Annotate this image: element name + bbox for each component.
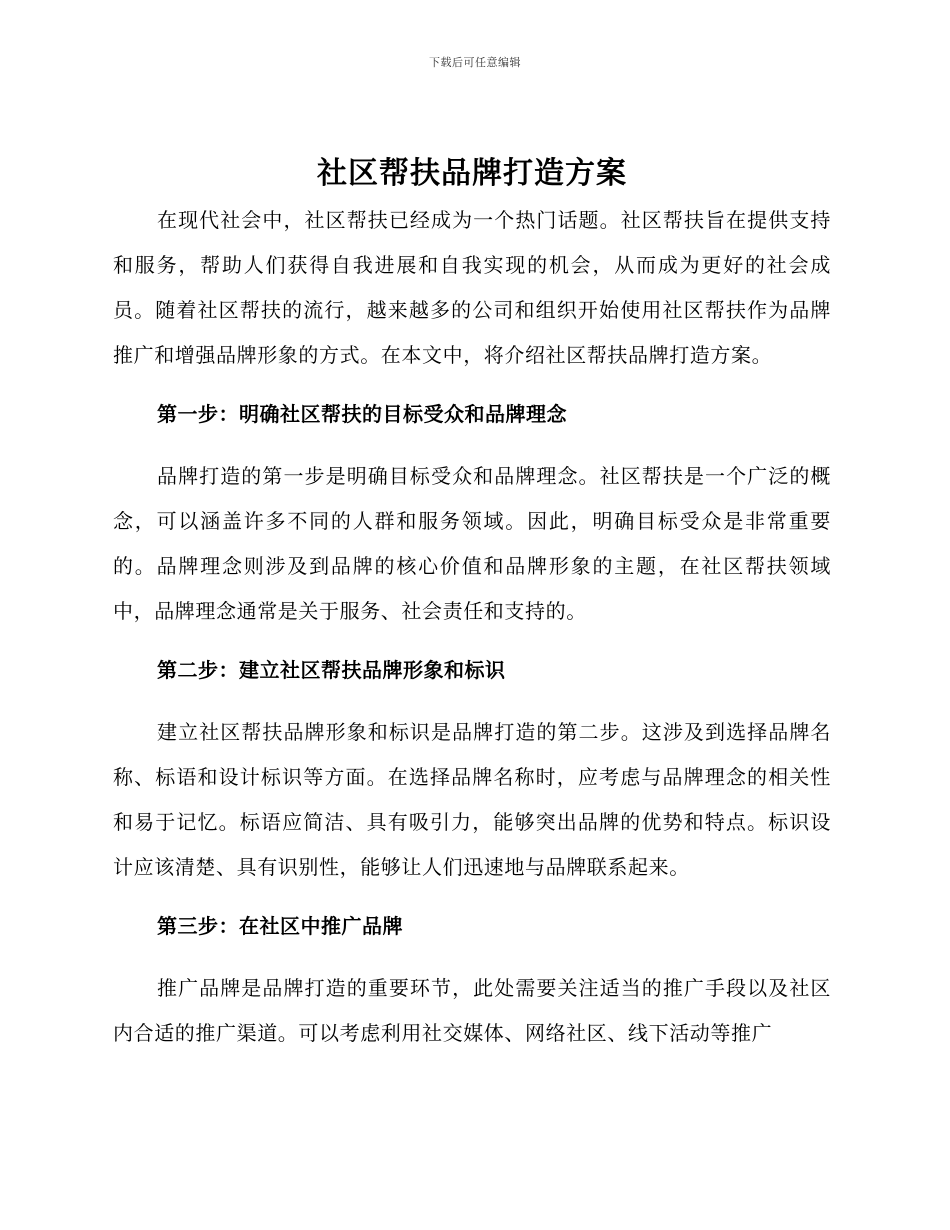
step-3-paragraph: 推广品牌是品牌打造的重要环节，此处需要关注适当的推广手段以及社区内合适的推广渠道。可以考虑利用社交媒体、网络社区、线下活动等推广 [113,976,831,1045]
step-2-heading: 第二步：建立社区帮扶品牌形象和标识 [157,658,506,682]
document-title: 社区帮扶品牌打造方案 [317,156,627,191]
document-content [113,150,831,1056]
header-note: 下载后可任意编辑 [429,56,521,69]
intro-paragraph: 在现代社会中，社区帮扶已经成为一个热门话题。社区帮扶旨在提供支持和服务，帮助人们获得自我进展和自我实现的机会，从而成为更好的社会成员。随着社区帮扶的流行，越来越多的公司和组织开始使用社区帮扶作为品牌推广和增强品牌形象的方式。在本文中，将介绍社区帮扶品牌打造方案。 [113,208,831,367]
step-3-heading: 第三步：在社区中推广品牌 [157,914,403,938]
step-1-paragraph: 品牌打造的第一步是明确目标受众和品牌理念。社区帮扶是一个广泛的概念，可以涵盖许多不同的人群和服务领域。因此，明确目标受众是非常重要的。品牌理念则涉及到品牌的核心价值和品牌形象的主题，在社区帮扶领域中，品牌理念通常是关于服务、社会责任和支持的。 [113,464,831,623]
step-1-heading: 第一步：明确社区帮扶的目标受众和品牌理念 [157,402,567,426]
step-2-paragraph: 建立社区帮扶品牌形象和标识是品牌打造的第二步。这涉及到选择品牌名称、标语和设计标识等方面。在选择品牌名称时，应考虑与品牌理念的相关性和易于记忆。标语应简洁、具有吸引力，能够突出品牌的优势和特点。标识设计应该清楚、具有识别性，能够让人们迅速地与品牌联系起来。 [113,720,831,879]
